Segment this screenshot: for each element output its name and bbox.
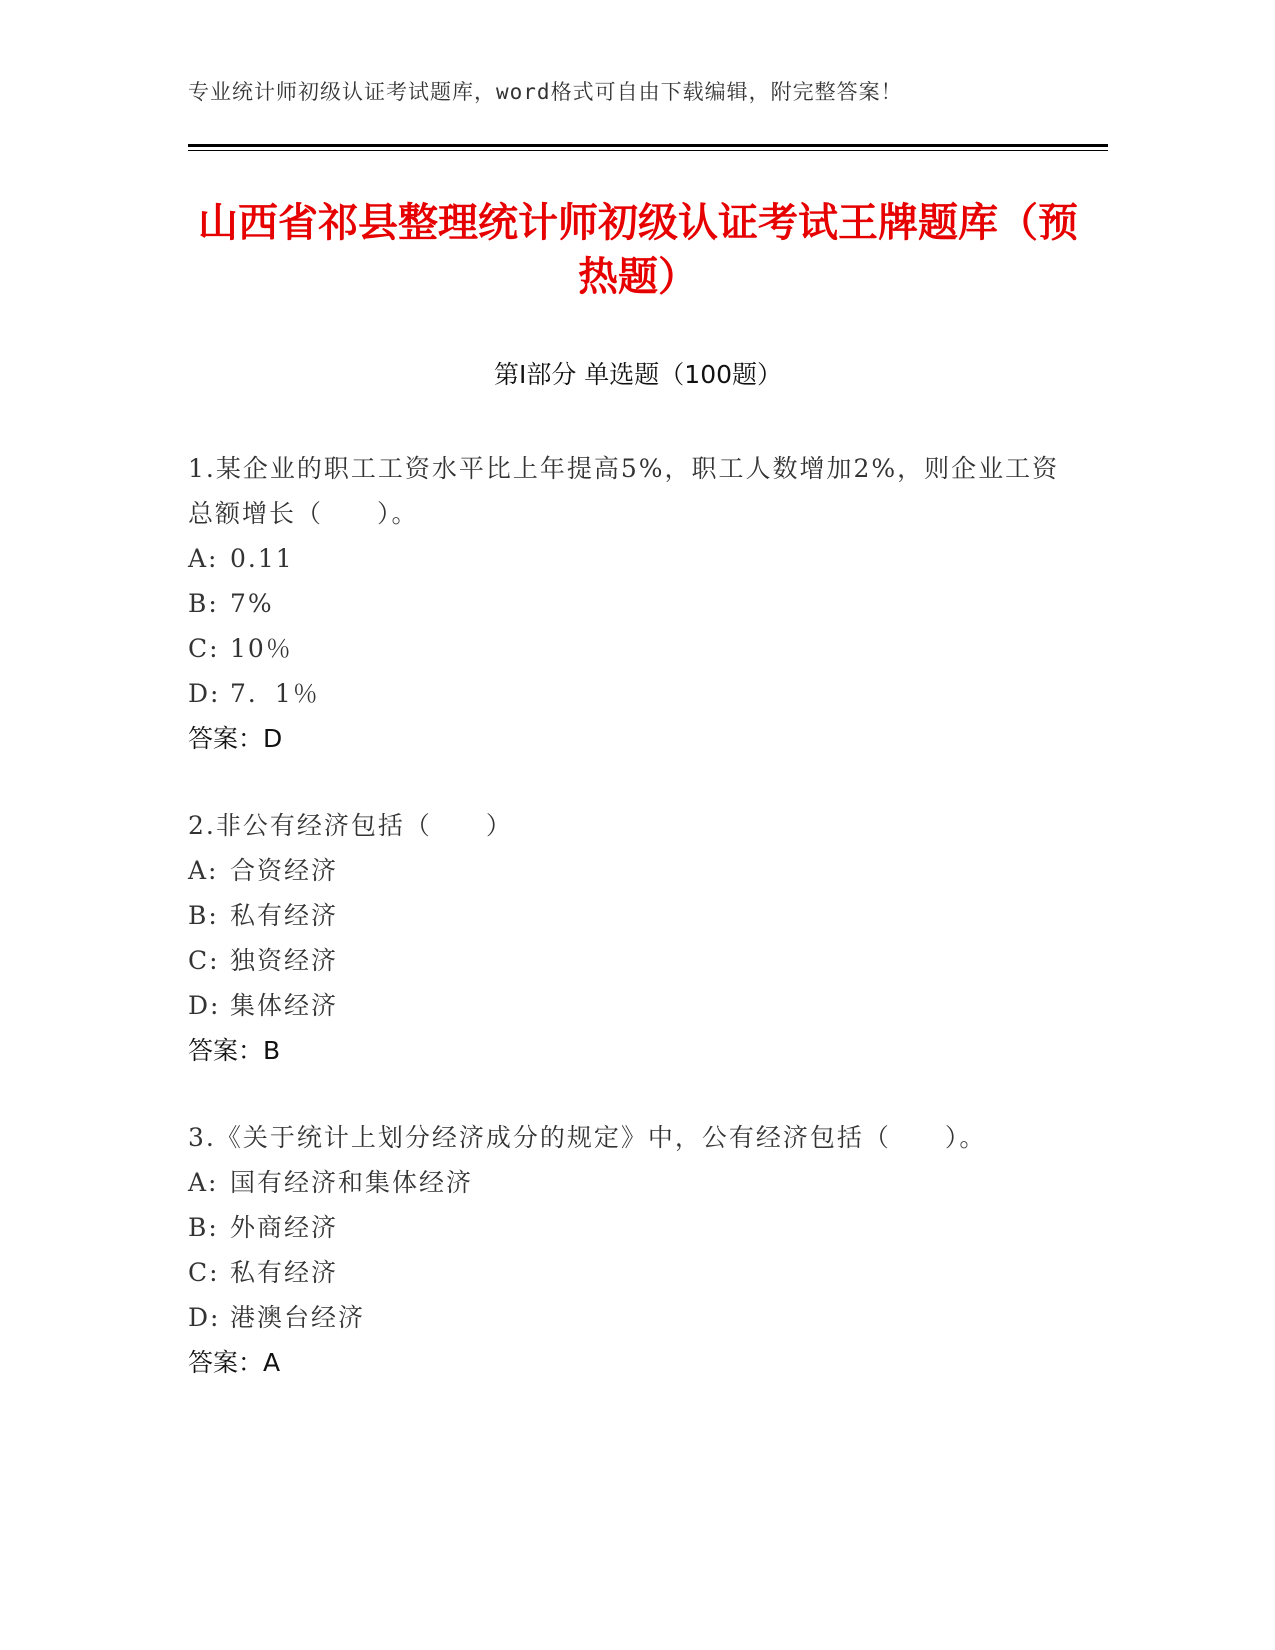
option-b xyxy=(188,1205,1068,1250)
option-d xyxy=(188,1295,1068,1340)
question-2 xyxy=(188,803,1068,1073)
question-1 xyxy=(188,446,1068,761)
option-a xyxy=(188,848,1068,893)
option-letter: A: xyxy=(188,856,219,885)
option-text: 国有经济和集体经济 xyxy=(230,1168,474,1197)
option-d xyxy=(188,983,1068,1028)
option-text: 10％ xyxy=(230,634,293,663)
option-d xyxy=(188,671,1068,716)
option-text: 私有经济 xyxy=(230,1258,339,1287)
option-text: 集体经济 xyxy=(230,991,339,1020)
header-note: 专业统计师初级认证考试题库，word格式可自由下载编辑，附完整答案！ xyxy=(188,80,903,104)
question-list xyxy=(188,446,1068,1427)
option-text: 私有经济 xyxy=(230,901,339,930)
option-a xyxy=(188,1160,1068,1205)
option-letter: C: xyxy=(188,634,220,663)
option-letter: A: xyxy=(188,1168,219,1197)
question-stem: 1.某企业的职工工资水平比上年提高5%，职工人数增加2%，则企业工资总额增长（ ）。 xyxy=(188,454,1060,528)
question-stem: 2.非公有经济包括（ ） xyxy=(188,811,513,840)
option-letter: C: xyxy=(188,946,220,975)
header-rule-thick xyxy=(188,144,1108,147)
answer-line: 答案：B xyxy=(188,1036,281,1065)
option-a xyxy=(188,536,1068,581)
option-letter: D: xyxy=(188,679,221,708)
option-letter: C: xyxy=(188,1258,220,1287)
option-c xyxy=(188,938,1068,983)
answer-line: 答案：D xyxy=(188,724,283,753)
option-letter: D: xyxy=(188,991,221,1020)
option-c xyxy=(188,1250,1068,1295)
option-text: 7% xyxy=(230,589,274,618)
option-text: 独资经济 xyxy=(230,946,339,975)
question-stem: 3.《关于统计上划分经济成分的规定》中，公有经济包括（ ）。 xyxy=(188,1123,987,1152)
option-text: 0.11 xyxy=(230,544,294,573)
header-rule-thin xyxy=(188,150,1108,151)
option-text: 合资经济 xyxy=(230,856,339,885)
document-title: 山西省祁县整理统计师初级认证考试王牌题库（预热题） xyxy=(198,200,1078,300)
option-letter: B: xyxy=(188,901,219,930)
question-3 xyxy=(188,1115,1068,1385)
option-c xyxy=(188,626,1068,671)
option-letter: B: xyxy=(188,589,219,618)
section-title: 第Ⅰ部分 单选题（100题） xyxy=(493,360,783,389)
option-letter: B: xyxy=(188,1213,219,1242)
answer-line: 答案：A xyxy=(188,1348,281,1377)
option-letter: A: xyxy=(188,544,219,573)
option-letter: D: xyxy=(188,1303,221,1332)
option-b xyxy=(188,581,1068,626)
option-text: 7．1％ xyxy=(230,679,320,708)
option-b xyxy=(188,893,1068,938)
option-text: 外商经济 xyxy=(230,1213,339,1242)
option-text: 港澳台经济 xyxy=(230,1303,366,1332)
